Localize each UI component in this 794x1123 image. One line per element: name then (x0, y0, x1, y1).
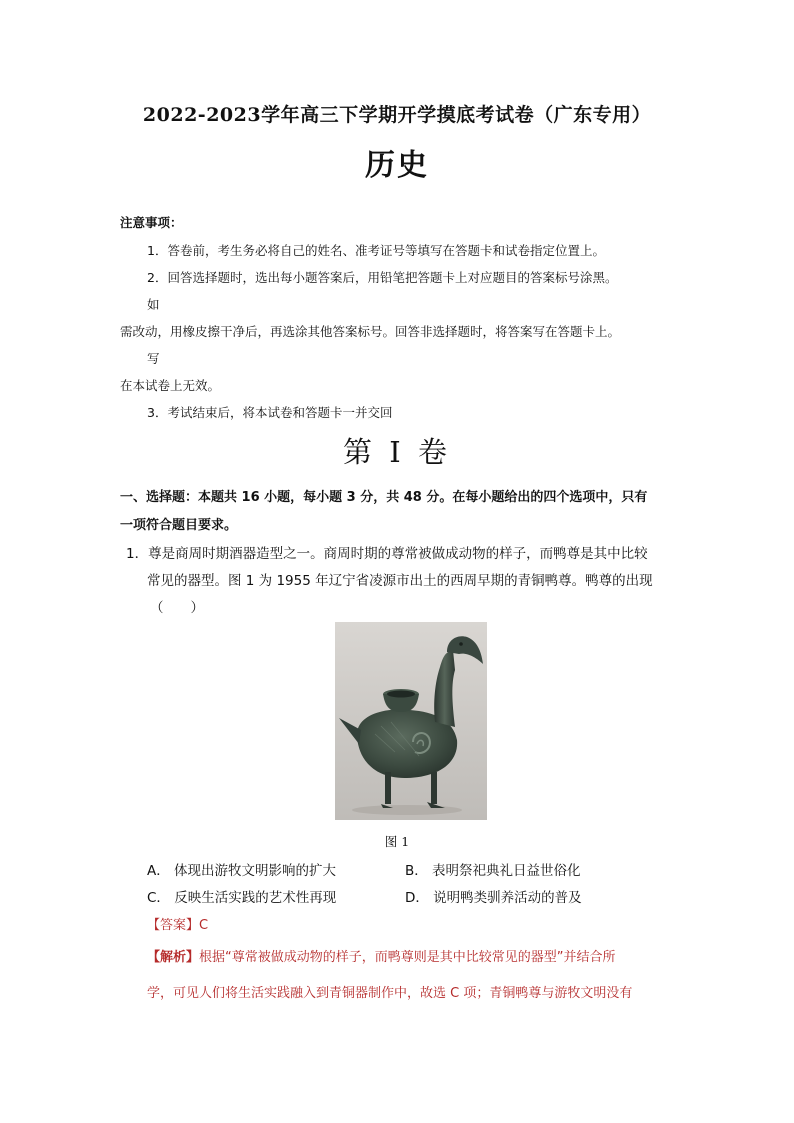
bronze-duck-zun-photo (335, 622, 487, 820)
option-d[interactable]: D． 说明鸭类驯养活动的普及 (405, 890, 582, 906)
answer-label: 【答案】C (147, 918, 209, 933)
question-1-stem-line-1: 1．尊是商周时期酒器造型之一。商周时期的尊常被做成动物的样子，而鸭尊是其中比较 (126, 546, 648, 562)
section-title: 第 I 卷 (343, 435, 451, 469)
notice-item-2-line-3: 需改动，用橡皮擦干净后，再选涂其他答案标号。回答非选择题时，将答案写在答题卡上。 (120, 324, 621, 339)
bronze-duck-zun-illustration (335, 622, 487, 820)
option-a[interactable]: A． 体现出游牧文明影响的扩大 (147, 863, 337, 879)
notice-item-1: 1．答卷前，考生务必将自己的姓名、准考证号等填写在答题卡和试卷指定位置上。 (147, 243, 605, 258)
exam-title: 2022-2023学年高三下学期开学摸底考试卷（广东专用） (142, 104, 652, 126)
option-c[interactable]: C． 反映生活实践的艺术性再现 (147, 890, 337, 906)
question-1-stem-line-3: （ ） (150, 600, 204, 616)
option-b[interactable]: B． 表明祭祀典礼日益世俗化 (405, 863, 581, 879)
part1-instruction-line-2: 一项符合题目要求。 (120, 518, 238, 533)
notice-heading: 注意事项： (120, 215, 183, 230)
question-1-stem-line-2: 常见的器型。图 1 为 1955 年辽宁省凌源市出土的西周早期的青铜鸭尊。鸭尊的出现 (147, 573, 653, 589)
subject-title: 历史 (365, 148, 429, 183)
notice-item-2-line-4: 写 (147, 351, 160, 366)
figure-caption: 图 1 (384, 834, 410, 849)
notice-item-2-line-2: 如 (147, 297, 160, 312)
analysis-line-1 (147, 946, 616, 965)
notice-item-3: 3．考试结束后，将本试卷和答题卡一并交回 (147, 405, 393, 420)
analysis-text-1: 根据“尊常被做成动物的样子，而鸭尊则是其中比较常见的器型”并结合所 (199, 950, 616, 965)
notice-item-2-line-5: 在本试卷上无效。 (120, 378, 221, 393)
analysis-line-2: 学，可见人们将生活实践融入到青铜器制作中，故选 C 项；青铜鸭尊与游牧文明没有 (147, 986, 633, 1001)
part1-instruction-line-1: 一、选择题：本题共 16 小题，每小题 3 分，共 48 分。在每小题给出的四个选项中，只有 (120, 490, 648, 505)
notice-item-2-line-1: 2．回答选择题时，选出每小题答案后，用铅笔把答题卡上对应题目的答案标号涂黑。 (147, 270, 618, 285)
analysis-tag: 【解析】 (147, 950, 200, 965)
